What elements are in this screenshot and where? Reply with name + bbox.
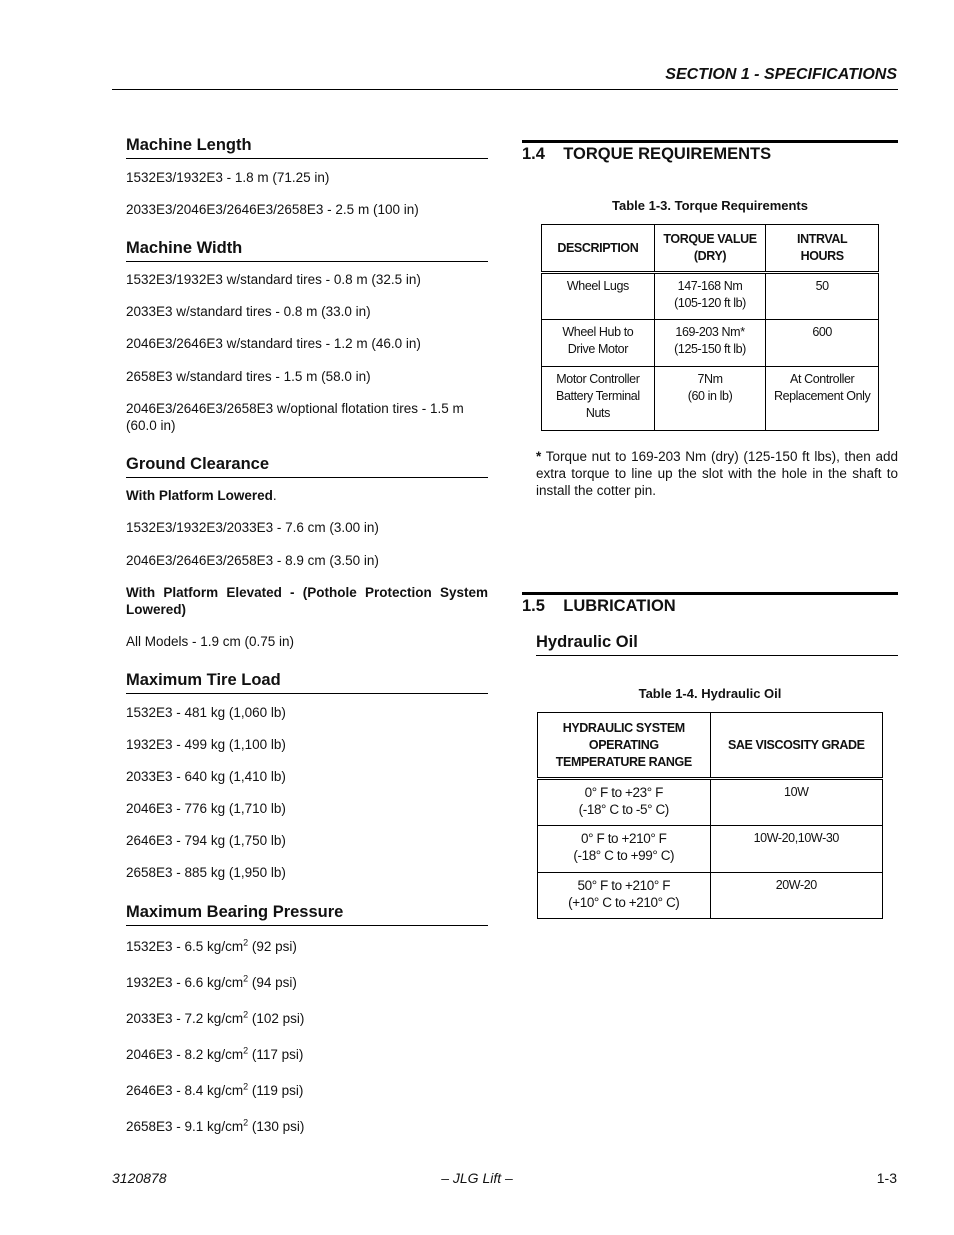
- hydraulic-oil-heading: Hydraulic Oil: [536, 633, 638, 651]
- table-row: [542, 367, 879, 431]
- document-number: 3120878: [112, 1170, 167, 1186]
- heading-rule: [126, 261, 488, 262]
- table-row: [542, 273, 879, 320]
- table-cell: Motor Controller Battery Terminal Nuts: [542, 367, 655, 431]
- table-cell: 0° F to +210° F (-18° C to +99° C): [538, 826, 711, 873]
- spec-line: 2033E3 - 7.2 $kg/cm^2$ (102 psi): [126, 1009, 305, 1026]
- hydraulic-table-caption: Table 1-4. Hydraulic Oil: [638, 686, 782, 701]
- table-row: [538, 779, 883, 826]
- torque-footnote: * Torque nut to 169-203 Nm (dry) (125-150 ft lbs), then add extra torque to line up the slot with the hole in the shaft to install the cotter pin.: [536, 449, 898, 498]
- spec-line: 1532E3 - 481 kg (1,060 lb): [126, 705, 286, 720]
- heading-rule: [126, 158, 488, 159]
- spec-line: 2046E3/2646E3/2658E3 - 8.9 cm (3.50 in): [126, 553, 379, 568]
- spec-line: 2046E3/2646E3 w/standard tires - 1.2 m (46.0 in): [126, 336, 421, 351]
- torque-section-title: 1.4 TORQUE REQUIREMENTS: [522, 145, 772, 163]
- spec-line: 1932E3 - 499 kg (1,100 lb): [126, 737, 286, 752]
- spec-line: 2046E3 - 776 kg (1,710 lb): [126, 801, 286, 816]
- table-row: [538, 873, 883, 919]
- max-bearing-pressure-heading: Maximum Bearing Pressure: [126, 903, 344, 921]
- table-header-row: [538, 713, 883, 779]
- spec-line: 2658E3 w/standard tires - 1.5 m (58.0 in): [126, 369, 371, 384]
- torque-table: [541, 224, 879, 431]
- torque-table-caption: Table 1-3. Torque Requirements: [611, 198, 808, 213]
- spec-line: 2046E3 - 8.2 $kg/cm^2$ (117 psi): [126, 1045, 304, 1062]
- spec-line: 2033E3/2046E3/2646E3/2658E3 - 2.5 m (100 in): [126, 202, 419, 217]
- header-rule: [112, 89, 898, 90]
- lubrication-section-title: 1.5 LUBRICATION: [522, 597, 676, 615]
- table-cell: 600: [766, 320, 879, 367]
- table-cell: 169-203 Nm* (125-150 ft lb): [654, 320, 766, 367]
- spec-line: 2033E3 w/standard tires - 0.8 m (33.0 in): [126, 304, 371, 319]
- table-cell: 20W-20: [710, 873, 882, 919]
- spec-line: 2658E3 - 9.1 $kg/cm^2$ (130 psi): [126, 1117, 305, 1134]
- table-cell: 0° F to +23° F (-18° C to -5° C): [538, 779, 711, 826]
- table-cell: 7Nm (60 in lb): [654, 367, 766, 431]
- heading-rule: [536, 655, 898, 656]
- spec-line: 2646E3 - 794 kg (1,750 lb): [126, 833, 286, 848]
- spec-line: All Models - 1.9 cm (0.75 in): [126, 634, 295, 649]
- platform-elevated-label: With Platform Elevated - (Pothole Protection System Lowered): [126, 585, 488, 617]
- header-temperature-range: HYDRAULIC SYSTEM OPERATING TEMPERATURE RANGE: [538, 713, 711, 779]
- table-cell: 10W-20,10W-30: [710, 826, 882, 873]
- footer-brand: – JLG Lift –: [441, 1170, 513, 1186]
- section-bar: [522, 140, 898, 143]
- table-cell: 50° F to +210° F (+10° C to +210° C): [538, 873, 711, 919]
- header-viscosity-grade: SAE VISCOSITY GRADE: [710, 713, 882, 779]
- machine-length-heading: Machine Length: [126, 136, 252, 154]
- spec-line: 2658E3 - 885 kg (1,950 lb): [126, 865, 286, 880]
- platform-lowered-label: With Platform Lowered.: [126, 488, 277, 503]
- spec-line: 2646E3 - 8.4 $kg/cm^2$ (119 psi): [126, 1081, 304, 1098]
- table-cell: Wheel Hub to Drive Motor: [542, 320, 655, 367]
- table-row: [538, 826, 883, 873]
- table-cell: At Controller Replacement Only: [766, 367, 879, 431]
- heading-rule: [126, 477, 488, 478]
- section-bar: [522, 592, 898, 595]
- header-torque-value: TORQUE VALUE (DRY): [654, 225, 766, 273]
- header-interval-hours: INTRVAL HOURS: [766, 225, 879, 273]
- table-header-row: [542, 225, 879, 273]
- hydraulic-oil-table: [537, 712, 883, 919]
- spec-line: 1532E3/1932E3 - 1.8 m (71.25 in): [126, 170, 330, 185]
- section-header: SECTION 1 - SPECIFICATIONS: [665, 66, 897, 83]
- page-number: 1-3: [876, 1170, 897, 1186]
- header-description: DESCRIPTION: [542, 225, 655, 273]
- table-row: [542, 320, 879, 367]
- spec-line: 1932E3 - 6.6 $kg/cm^2$ (94 psi): [126, 973, 297, 990]
- table-cell: 147-168 Nm (105-120 ft lb): [654, 273, 766, 320]
- spec-line: 1532E3 - 6.5 $kg/cm^2$ (92 psi): [126, 937, 297, 954]
- table-cell: 50: [766, 273, 879, 320]
- spec-line: 1532E3/1932E3 w/standard tires - 0.8 m (32.5 in): [126, 272, 421, 287]
- spec-line: 1532E3/1932E3/2033E3 - 7.6 cm (3.00 in): [126, 520, 379, 535]
- machine-width-heading: Machine Width: [126, 239, 243, 257]
- max-tire-load-heading: Maximum Tire Load: [126, 671, 281, 689]
- heading-rule: [126, 693, 488, 694]
- table-cell: Wheel Lugs: [542, 273, 655, 320]
- spec-line: 2046E3/2646E3/2658E3 w/optional flotation tires - 1.5 m (60.0 in): [126, 401, 464, 433]
- table-cell: 10W: [710, 779, 882, 826]
- ground-clearance-heading: Ground Clearance: [126, 455, 270, 473]
- spec-line: 2033E3 - 640 kg (1,410 lb): [126, 769, 286, 784]
- heading-rule: [126, 925, 488, 926]
